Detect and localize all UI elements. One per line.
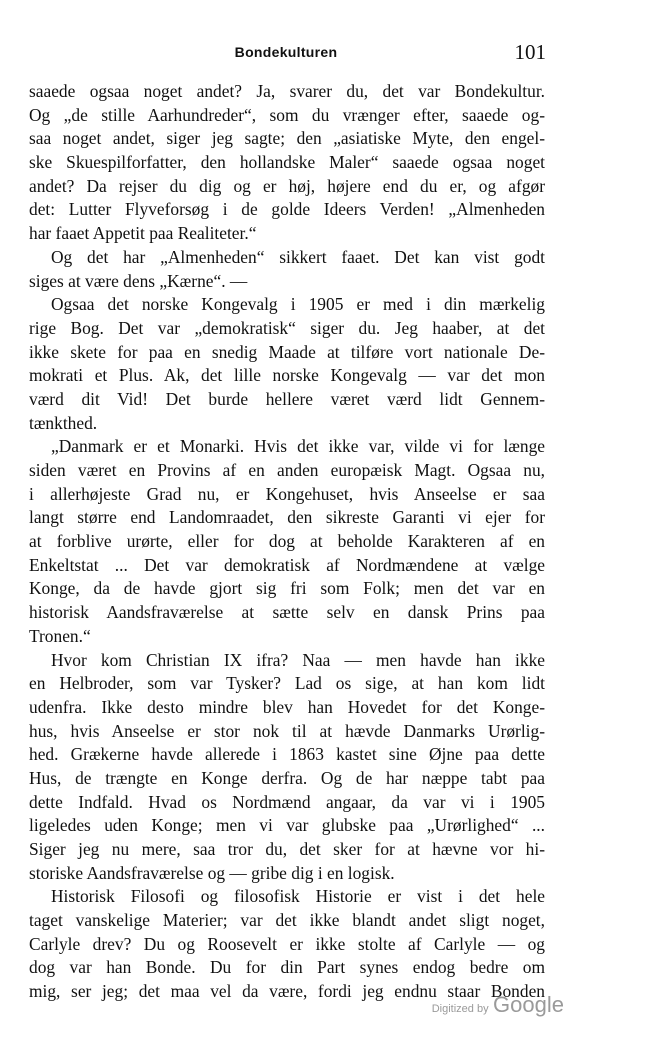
text-line: Og „de stille Aarhundreder“, som du vrænger efter, saaede og- — [29, 104, 545, 125]
text-line: hed. Grækerne havde allerede i 1863 kastet sine Øjne paa dette — [29, 744, 545, 765]
text-line: i allerhøjeste Grad nu, er Kongehuset, hvis Anseelse er saa — [29, 483, 545, 504]
text-line: Tronen.“ — [29, 625, 91, 646]
running-title: Bondekulturen — [234, 44, 338, 60]
text-line: tænkthed. — [29, 412, 98, 433]
running-head — [26, 42, 546, 66]
text-line: „Danmark er et Monarki. Hvis det ikke var, vilde vi for længe — [51, 436, 545, 457]
text-line: Og det har „Almenheden“ sikkert faaet. Det kan vist godt — [51, 246, 545, 267]
text-line: andet? Da rejser du dig og er høj, højere end du er, og afgør — [29, 175, 545, 196]
text-line: har faaet Appetit paa Realiteter.“ — [29, 223, 257, 244]
text-line: udenfra. Ikke desto mindre blev han Hovedet for det Konge- — [29, 696, 545, 717]
text-line: siges at være dens „Kærne“. — — [29, 270, 248, 291]
text-line: Historisk Filosofi og filosofisk Historie er vist i det hele — [51, 886, 545, 907]
text-line: historisk Aandsfraværelse at sætte selv en dansk Prins paa — [29, 602, 545, 623]
text-line: saa noget andet, siger jeg sagte; den „asiatiske Myte, den engel- — [29, 128, 545, 149]
digitized-by-google-watermark — [432, 992, 564, 1018]
text-line: taget vanskelige Materier; var det ikke blandt andet sligt noget, — [29, 910, 545, 931]
text-line: rige Bog. Det var „demokratisk“ siger du. Jeg haaber, at det — [29, 317, 545, 338]
text-line: at forblive urørte, eller for dog at beholde Karakteren af en — [29, 531, 545, 552]
body-text — [29, 80, 545, 1004]
text-line: en Helbroder, som var Tysker? Lad os sige, at han kom lidt — [29, 673, 545, 694]
text-line: dog var han Bonde. Du for din Part synes endog bedre om — [29, 957, 545, 978]
text-line: mokrati et Plus. Ak, det lille norske Kongevalg — var det mon — [29, 365, 545, 386]
google-brand: Google — [493, 992, 564, 1017]
text-line: Carlyle drev? Du og Roosevelt er ikke stolte af Carlyle — og — [29, 933, 545, 954]
text-line: ikke skete for paa en snedig Maade at tilføre vort nationale De- — [29, 341, 545, 362]
text-line: Ogsaa det norske Kongevalg i 1905 er med i din mærkelig — [51, 294, 545, 315]
text-line: Enkeltstat ... Det var demokratisk af Nordmændene at vælge — [29, 554, 545, 575]
text-line: ligeledes uden Konge; men vi var glubske paa „Urørlighed“ ... — [29, 815, 545, 836]
text-line: hus, hvis Anseelse er stor nok til at hævde Danmarks Urørlig- — [29, 720, 545, 741]
text-line: værd dit Vid! Det burde hellere været værd lidt Gennem- — [29, 388, 545, 409]
text-line: Konge, da de havde gjort sig fri som Folk; men det var en — [29, 578, 545, 599]
text-line: Hus, de trængte en Konge derfra. Og de har næppe tabt paa — [29, 767, 545, 788]
text-line: Hvor kom Christian IX ifra? Naa — men havde han ikke — [51, 649, 545, 670]
text-line: mig, ser jeg; det maa vel da være, fordi jeg endnu staar Bonden — [29, 981, 545, 1002]
text-line: langt større end Landomraadet, den sikreste Garanti vi ejer for — [29, 507, 545, 528]
text-line: saaede ogsaa noget andet? Ja, svarer du, det var Bondekultur. — [29, 81, 545, 101]
text-line: det: Lutter Flyveforsøg i de golde Ideers Verden! „Almenheden — [29, 199, 545, 220]
page-number: 101 — [514, 40, 546, 64]
text-line: dette Indfald. Hvad os Nordmænd angaar, da var vi i 1905 — [29, 791, 545, 812]
text-line: ske Skuespilforfatter, den hollandske Maler“ saaede ogsaa noget — [29, 152, 545, 173]
text-line: siden været en Provins af en anden europæisk Magt. Ogsaa nu, — [29, 460, 545, 480]
text-line: Siger jeg nu mere, saa tror du, det sker for at hævne vor hi- — [29, 839, 545, 859]
digitized-label: Digitized by — [431, 1003, 489, 1015]
text-line: storiske Aandsfraværelse og — gribe dig i en logisk. — [29, 862, 395, 883]
